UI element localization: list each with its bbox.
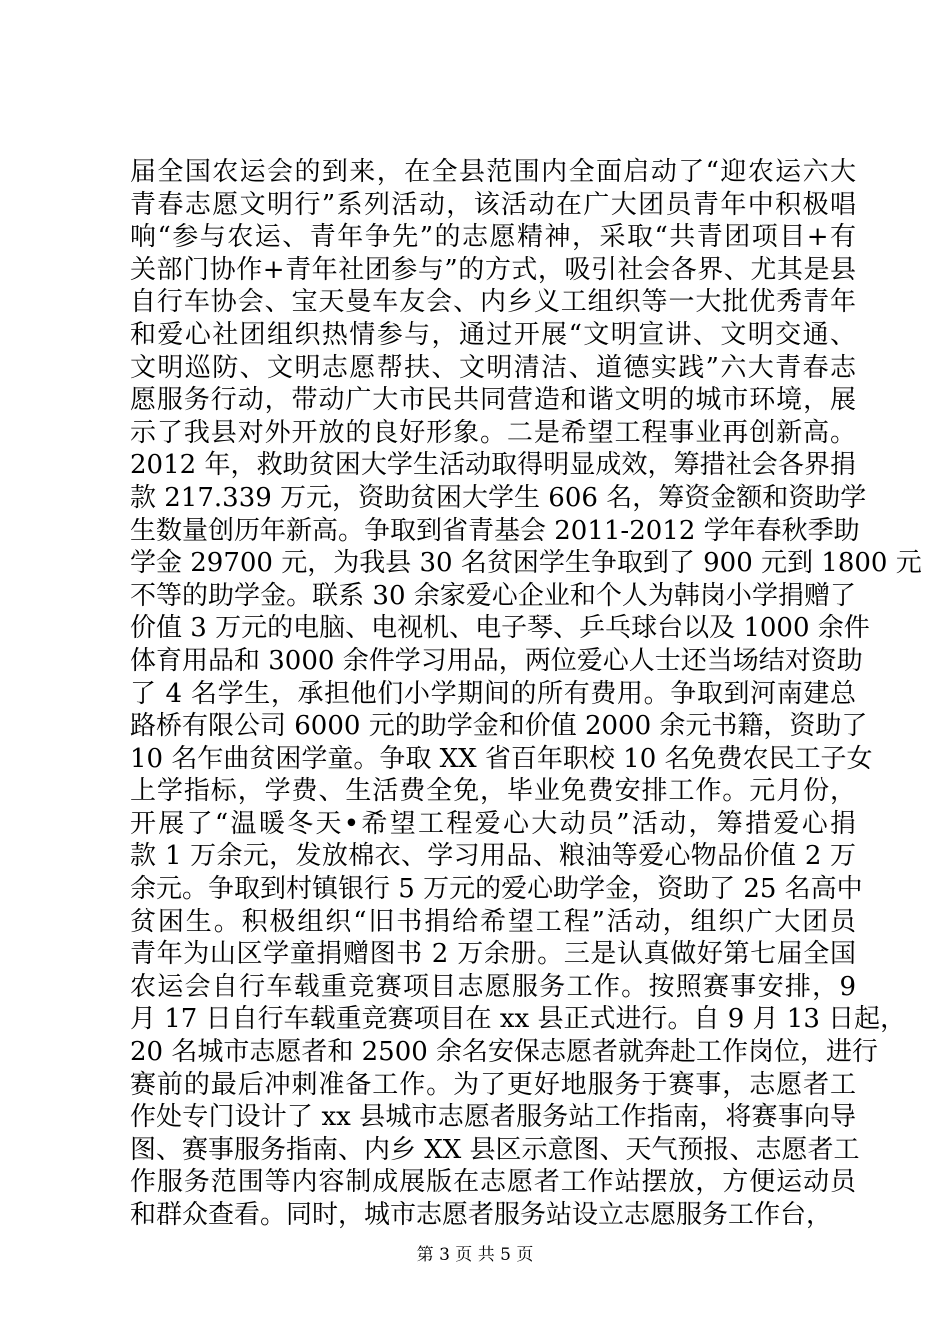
text-line: 学金 29700 元，为我县 30 名贫困学生争取到了 900 元到 1800 元: [130, 548, 922, 579]
text-line: 示了我县对外开放的良好形象。二是希望工程事业再创新高。: [130, 417, 856, 448]
text-line: 路桥有限公司 6000 元的助学金和价值 2000 余元书籍，资助了: [130, 711, 868, 742]
text-line: 作服务范围等内容制成展版在志愿者工作站摆放，方便运动员: [130, 1167, 856, 1198]
text-line: 关部门协作+青年社团参与”的方式，吸引社会各界、尤其是县: [130, 254, 856, 285]
text-line: 月 17 日自行车载重竞赛项目在 xx 县正式进行。自 9 月 13 日起，: [130, 1004, 907, 1035]
text-line: 届全国农运会的到来，在全县范围内全面启动了“迎农运六大: [130, 157, 856, 187]
text-line: 款 217.339 万元，资助贫困大学生 606 名，筹资金额和资助学: [130, 482, 867, 513]
text-line: 青年为山区学童捐赠图书 2 万余册。三是认真做好第七届全国: [130, 939, 856, 970]
text-line: 和爱心社团组织热情参与，通过开展“文明宣讲、文明交通、: [130, 319, 856, 350]
text-line: 图、赛事服务指南、内乡 XX 县区示意图、天气预报、志愿者工: [130, 1134, 860, 1165]
text-line: 上学指标，学费、生活费全免，毕业免费安排工作。元月份，: [130, 776, 856, 807]
body-text: [130, 156, 922, 1232]
text-line: 开展了“温暖冬天•希望工程爱心大动员”活动，筹措爱心捐: [130, 808, 856, 839]
text-line: 作处专门设计了 xx 县城市志愿者服务站工作指南，将赛事向导: [130, 1102, 856, 1133]
text-line: 青春志愿文明行”系列活动，该活动在广大团员青年中积极唱: [130, 189, 856, 220]
text-line: 价值 3 万元的电脑、电视机、电子琴、乒乓球台以及 1000 余件: [130, 613, 870, 644]
text-line: 响“参与农运、青年争先”的志愿精神，采取“共青团项目+有: [130, 222, 856, 253]
text-line: 生数量创历年新高。争取到省青基会 2011-2012 学年春秋季助: [130, 515, 860, 546]
text-line: 款 1 万余元，发放棉衣、学习用品、粮油等爱心物品价值 2 万: [130, 841, 856, 872]
text-line: 余元。争取到村镇银行 5 万元的爱心助学金，资助了 25 名高中: [130, 874, 863, 905]
text-line: 2012 年，救助贫困大学生活动取得明显成效，筹措社会各界捐: [130, 450, 856, 481]
text-line: 20 名城市志愿者和 2500 余名安保志愿者就奔赴工作岗位，进行: [130, 1037, 879, 1068]
text-line: 赛前的最后冲刺准备工作。为了更好地服务于赛事，志愿者工: [130, 1069, 856, 1100]
text-line: 了 4 名学生，承担他们小学期间的所有费用。争取到河南建总: [130, 678, 856, 709]
text-line: 愿服务行动，带动广大市民共同营造和谐文明的城市环境，展: [130, 385, 856, 416]
text-line: 不等的助学金。联系 30 余家爱心企业和个人为韩岗小学捐赠了: [130, 580, 856, 611]
page-footer: 第 3 页 共 5 页: [416, 1245, 534, 1265]
text-line: 农运会自行车载重竞赛项目志愿服务工作。按照赛事安排，9: [130, 971, 856, 1002]
text-line: 和群众查看。同时，城市志愿者服务站设立志愿服务工作台，: [130, 1200, 833, 1230]
text-line: 体育用品和 3000 余件学习用品，两位爱心人士还当场结对资助: [130, 645, 863, 676]
text-line: 文明巡防、文明志愿帮扶、文明清洁、道德实践”六大青春志: [130, 352, 856, 383]
text-line: 10 名乍曲贫困学童。争取 XX 省百年职校 10 名免费农民工子女: [130, 743, 873, 774]
text-line: 自行车协会、宝天曼车友会、内乡义工组织等一大批优秀青年: [130, 287, 856, 318]
text-line: 贫困生。积极组织“旧书捐给希望工程”活动，组织广大团员: [130, 906, 856, 937]
